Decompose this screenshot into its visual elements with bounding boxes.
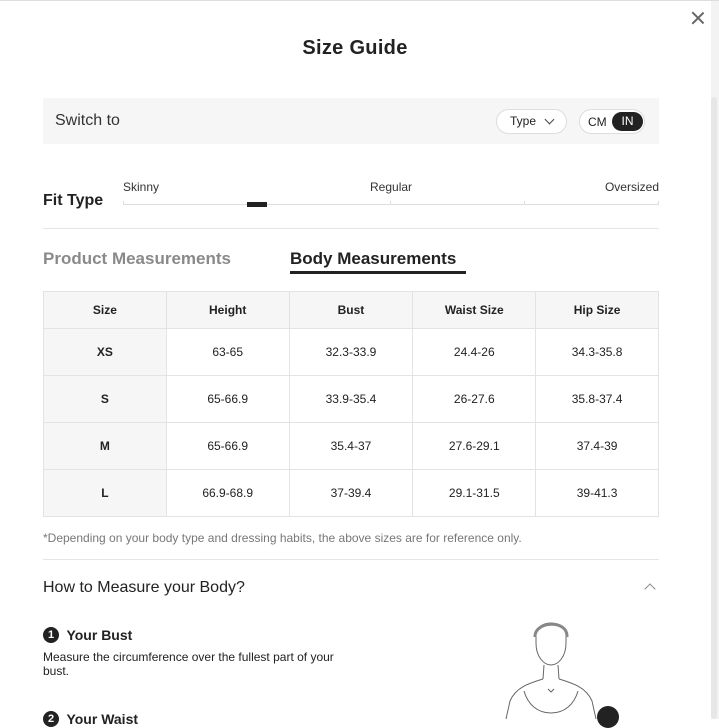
fit-scale-track (123, 204, 659, 205)
column-header: Height (166, 292, 289, 329)
active-tab-underline (290, 271, 466, 274)
fit-level-marker (247, 202, 267, 207)
table-cell: 29.1-31.5 (413, 470, 536, 517)
fit-tick (123, 201, 124, 205)
size-cell: XS (44, 329, 167, 376)
table-row (44, 329, 659, 376)
type-select-value: Type (510, 114, 537, 128)
table-cell: 66.9-68.9 (166, 470, 289, 517)
step-bust (43, 626, 132, 644)
unit-cm-option[interactable]: CM (588, 115, 607, 129)
column-header: Waist Size (413, 292, 536, 329)
table-cell: 65-66.9 (166, 376, 289, 423)
fit-oversized-label: Oversized (604, 180, 659, 194)
table-cell: 33.9-35.4 (289, 376, 413, 423)
fit-regular-label: Regular (370, 180, 413, 194)
fit-tick (524, 201, 525, 205)
modal-scrollbar[interactable] (711, 97, 717, 719)
table-cell: 39-41.3 (536, 470, 659, 517)
column-header: Size (44, 292, 167, 329)
divider (43, 228, 659, 229)
type-select[interactable] (496, 109, 567, 134)
table-row (44, 470, 659, 517)
step-title: Your Bust (66, 626, 133, 643)
fit-type-scale (123, 179, 659, 213)
switch-label: Switch to (55, 112, 120, 129)
switch-bar (43, 98, 659, 144)
step-description: Measure the circumference over the fullest part of your bust. (43, 650, 334, 678)
table-cell: 24.4-26 (413, 329, 536, 376)
tab-product-measurements[interactable]: Product Measurements (43, 249, 231, 268)
size-cell: M (44, 423, 167, 470)
step-title: Your Waist (66, 710, 139, 727)
tab-body-measurements[interactable]: Body Measurements (290, 249, 457, 268)
body-figure-illustration (498, 613, 628, 719)
step-waist (43, 710, 138, 728)
step-number-badge: 2 (43, 711, 59, 727)
reference-note: *Depending on your body type and dressing habits, the above sizes are for reference only. (43, 531, 522, 545)
size-cell: L (44, 470, 167, 517)
step-number-badge: 1 (43, 627, 59, 643)
column-header: Hip Size (536, 292, 659, 329)
size-table (43, 291, 659, 517)
chevron-down-icon (545, 115, 555, 125)
table-header-row (44, 292, 659, 329)
size-cell: S (44, 376, 167, 423)
table-cell: 35.8-37.4 (536, 376, 659, 423)
close-icon[interactable] (689, 9, 707, 27)
fit-type-label: Fit Type (43, 192, 104, 209)
fit-tick (658, 201, 659, 205)
table-cell: 63-65 (166, 329, 289, 376)
fit-skinny-label: Skinny (123, 180, 160, 194)
table-cell: 35.4-37 (289, 423, 413, 470)
table-cell: 37.4-39 (536, 423, 659, 470)
table-cell: 37-39.4 (289, 470, 413, 517)
fit-tick (390, 201, 391, 205)
table-cell: 34.3-35.8 (536, 329, 659, 376)
how-to-measure-toggle[interactable]: How to Measure your Body? (43, 579, 245, 596)
unit-toggle[interactable] (579, 109, 645, 134)
table-cell: 27.6-29.1 (413, 423, 536, 470)
table-cell: 26-27.6 (413, 376, 536, 423)
modal-title: Size Guide (302, 37, 408, 59)
table-cell: 65-66.9 (166, 423, 289, 470)
table-row (44, 376, 659, 423)
unit-in-option[interactable]: IN (612, 112, 643, 131)
divider (43, 559, 659, 560)
table-row (44, 423, 659, 470)
column-header: Bust (289, 292, 413, 329)
chevron-up-icon[interactable] (644, 583, 655, 594)
table-cell: 32.3-33.9 (289, 329, 413, 376)
